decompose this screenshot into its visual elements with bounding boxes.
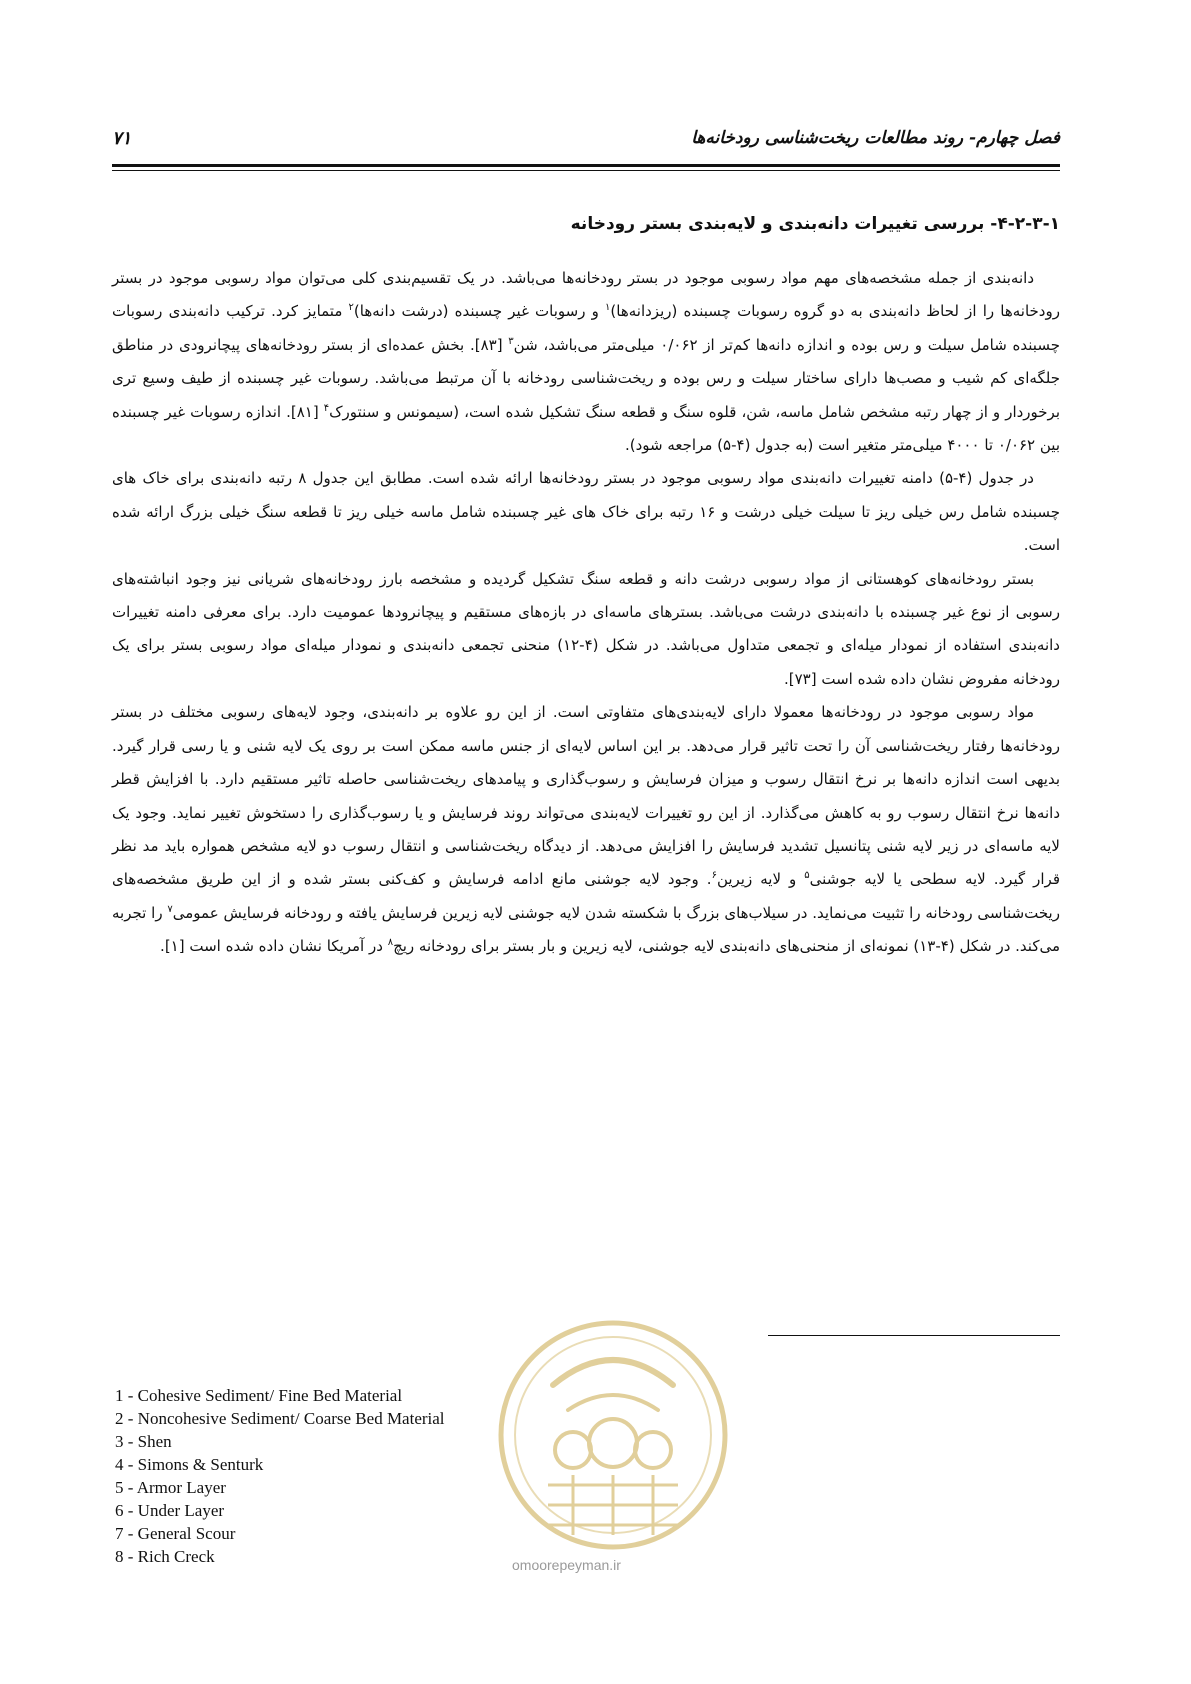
paragraph-text: متمایز کرد. ترکیب دانه‌بندی رسوبات چسبنده شامل سیلت و رس بوده و اندازه دانه‌ها کم‌تر از ۰/۰۶۲ میلی‌متر می‌باشد، شن [112,302,1060,354]
footnote-ref: ۲ [348,302,354,314]
footnote-separator [768,1335,1060,1336]
footnote-4: 4 - Simons & Senturk [115,1455,264,1474]
footnote-ref: ۸ [387,937,394,949]
paragraph-text: و لایه زیرین [716,870,805,889]
footnote-ref: ۴ [323,402,330,414]
paragraph-1 [112,262,1060,462]
footnote-7: 7 - General Scour [115,1524,236,1543]
paragraph-text: [۸۱]. اندازه رسوبات غیر چسبنده بین ۰/۰۶۲ تا ۴۰۰۰ میلی‌متر متغیر است (به جدول (۴-۵) مراجعه شود). [112,402,1060,455]
footnote-5: 5 - Armor Layer [115,1478,226,1497]
chapter-title: فصل چهارم- روند مطالعات ریخت‌شناسی رودخانه‌ها [691,128,1060,148]
paragraph-text: و رسوبات غیر چسبنده (درشت دانه‌ها) [353,302,606,321]
header-rule [112,164,1060,167]
header-rule-thin [112,170,1060,171]
footnote-6: 6 - Under Layer [115,1501,225,1520]
paragraph-2 [112,462,1060,562]
paragraph-text: . وجود لایه جوشنی مانع ادامه فرسایش و کف‌کنی بستر شده و از این طریق مشخصه‌های ریخت‌شناسی رودخانه را تثبیت می‌نماید. در سیلاب‌های بزرگ با شکسته شدن لایه جوشنی لایه زیرین فرسایش یافته و رودخانه فرسایش عمومی [112,870,1060,922]
paragraph-text: دانه‌بندی از جمله مشخصه‌های مهم مواد رسوبی موجود در بستر رودخانه‌ها می‌باشد. در یک تقسیم‌بندی کلی می‌توان مواد رسوبی موجود در بستر رودخانه‌ها را از لحاظ دانه‌بندی به دو گروه رسوبات چسبنده (ریزدانه‌ها) [112,269,1060,321]
footnote-ref: ۷ [167,903,173,915]
section-heading: ۴-۲-۳-۱- بررسی تغییرات دانه‌بندی و لایه‌بندی بستر رودخانه [570,214,1060,234]
paragraph-text: بستر رودخانه‌های کوهستانی از مواد رسوبی درشت دانه و قطعه سنگ تشکیل گردیده و مشخصه بارز رودخانه‌های شریانی نیز وجود انباشته‌های رسوبی از نوع غیر چسبنده با دانه‌بندی درشت می‌باشد. بسترهای ماسه‌ای در بازه‌های مستقیم و پیچانرودها عمومیت دارد. برای معرفی دامنه تغییرات دانه‌بندی استفاده از نمودار میله‌ای و تجمعی متداول می‌باشد. در شکل (۴-۱۲) منحنی تجمعی دانه‌بندی و نمودار میله‌ای مواد رسوبی بستر برای یک رودخانه مفروض نشان داده شده است [۷۳]. [112,569,1060,688]
paragraph-4 [112,696,1060,963]
paragraph-text: در جدول (۴-۵) دامنه تغییرات دانه‌بندی مواد رسوبی موجود در بستر رودخانه‌ها ارائه شده است. مطابق این جدول ۸ رتبه دانه‌بندی برای خاک های چسبنده شامل رس خیلی ریز تا سیلت خیلی درشت و ۱۶ رتبه برای خاک های غیر چسبنده شامل ماسه خیلی ریز تا قطعه سنگ خیلی بزرگ ارائه شده است. [112,469,1060,555]
footnote-ref: ۵ [804,870,810,882]
paragraph-3 [112,563,1060,697]
paragraph-text: را تجربه می‌کند. در شکل (۴-۱۳) نمونه‌ای از منحنی‌های دانه‌بندی لایه جوشنی، لایه زیرین و بار بستر برای رودخانه ریچ [112,903,1060,956]
page-number: ۷۱ [112,128,132,149]
footnotes [115,1384,445,1568]
footnote-8: 8 - Rich Creck [115,1547,215,1566]
footnote-1: 1 - Cohesive Sediment/ Fine Bed Material [115,1386,403,1405]
paragraph-text: در آمریکا نشان داده شده است [۱]. [160,937,388,956]
page-header [112,128,1060,168]
footnote-ref: ۱ [605,302,611,314]
paragraph-text: مواد رسوبی موجود در رودخانه‌ها معمولا دارای لایه‌بندی‌های متفاوتی است. از این رو علاوه بر دانه‌بندی، وجود لایه‌های رسوبی مختلف در بستر رودخانه‌ها رفتار ریخت‌شناسی آن را تحت تاثیر قرار می‌دهد. بر این اساس لایه‌ای از جنس ماسه ممکن است بر روی یک لایه شنی و یا رسی قرار گیرد. بدیهی است اندازه دانه‌ها بر نرخ انتقال رسوب و میزان فرسایش و رسوب‌گذاری و پیامدهای ریخت‌شناسی حاصله تاثیر مستقیم دارد. با افزایش قطر دانه‌ها نرخ انتقال رسوب رو به کاهش می‌گذارد. از این رو تغییرات لایه‌بندی می‌تواند روند فرسایش و یا رسوب‌گذاری را دستخوش تغییر نماید. وجود یک لایه ماسه‌ای در زیر لایه شنی پتانسیل تشدید فرسایش را افزایش می‌دهد. از دیدگاه ریخت‌شناسی و انتقال رسوب دو لایه مشخص همواره باید مد نظر قرار گیرد. لایه سطحی یا لایه جوشنی [112,703,1060,889]
footnote-ref: ۳ [508,335,514,347]
footnote-ref: ۶ [711,870,717,882]
footnote-3: 3 - Shen [115,1432,172,1451]
footnote-2: 2 - Noncohesive Sediment/ Coarse Bed Material [115,1409,445,1428]
watermark-site: omoorepeyman.ir [512,1557,621,1573]
body-text [112,262,1060,964]
watermark-logo [493,1315,733,1573]
paragraph-text: [۸۳]. بخش عمده‌ای از بستر رودخانه‌های پیچانرودی در مناطق جلگه‌ای کم شیب و مصب‌ها دارای ساختار سیلت و رس بوده و ریخت‌شناسی رودخانه با آن مرتبط می‌باشد. رسوبات غیر چسبنده از طیف وسیع تری برخوردار و از چهار رتبه مشخص شامل ماسه، شن، قلوه سنگ و قطعه سنگ تشکیل شده است، (سیمونس و سنتورک [112,335,1061,421]
